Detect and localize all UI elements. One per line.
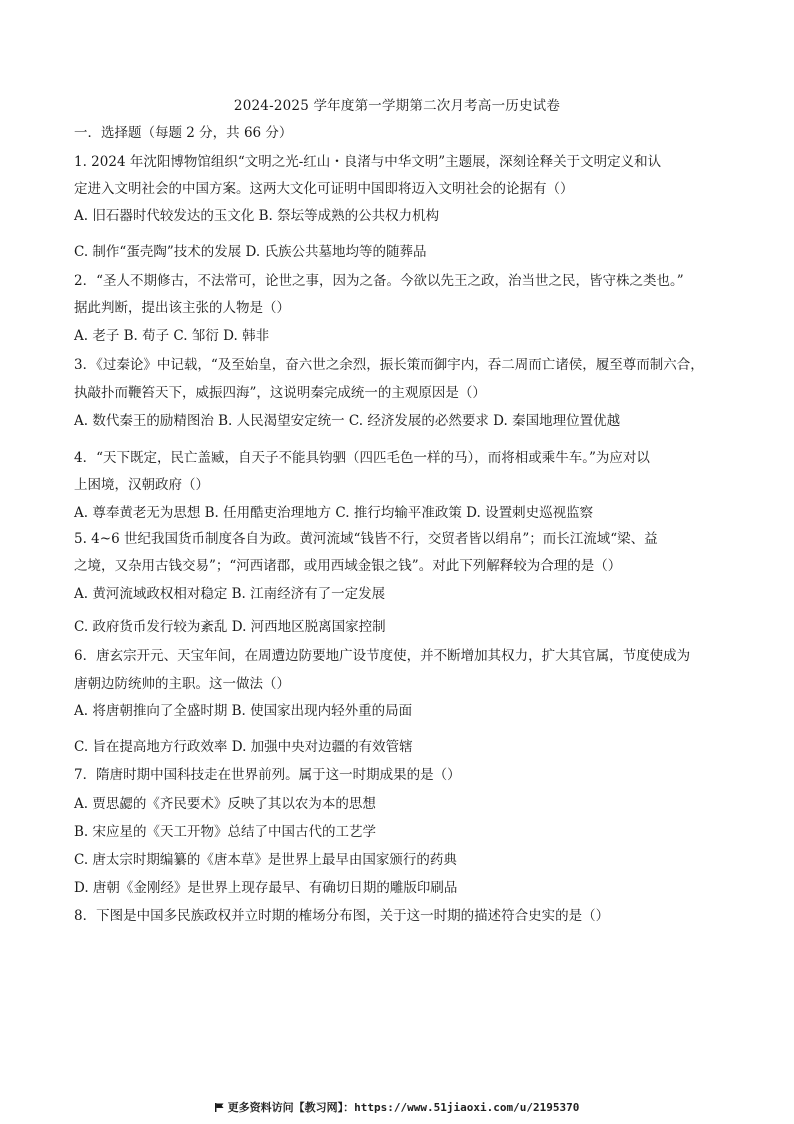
q2-stem-line2: 据此判断，提出该主张的人物是（） [74,300,290,316]
q7-option-b: B. 宋应星的《天工开物》总结了中国古代的工艺学 [74,824,377,840]
q6-options-cd: C. 旨在提高地方行政效率 D. 加强中央对边疆的有效管辖 [74,739,413,755]
q7-option-d: D. 唐朝《金刚经》是世界上现存最早、有确切日期的雕版印刷品 [74,880,458,896]
q4-stem-line2: 上困境，汉朝政府（） [74,477,209,493]
q2-stem-line1: 2．“圣人不期修古，不法常可，论世之事，因为之备。今欲以先王之政，治当世之民，皆守株之类也。” [74,273,684,289]
q3-options: A. 数代秦王的励精图治 B. 人民渴望安定统一 C. 经济发展的必然要求 D. 秦国地理位置优越 [74,413,621,429]
q6-stem-line1: 6．唐玄宗开元、天宝年间，在周遭边防要地广设节度使，并不断增加其权力，扩大其官属，节度使成为 [74,648,691,664]
q5-options-cd: C. 政府货币发行较为紊乱 D. 河西地区脱离国家控制 [74,619,386,635]
exam-title: 2024-2025 学年度第一学期第二次月考高一历史试卷 [233,98,561,114]
section-heading: 一．选择题（每题 2 分，共 66 分） [74,125,293,141]
q7-option-c: C. 唐太宗时期编纂的《唐本草》是世界上最早由国家颁行的药典 [74,852,457,868]
q3-stem-line1: 3．《过秦论》中记载，“及至始皇，奋六世之余烈，振长策而御宇内，吞二周而亡诸侯，履至尊而制六合， [74,357,704,373]
q1-options-cd: C. 制作“蛋壳陶”技术的发展 D. 氏族公共墓地均等的随葬品 [74,244,427,260]
footer-text[interactable]: 更多资料访问【教习网】：https://www.51jiaoxi.com/u/2195370 [227,1101,580,1114]
q1-stem-line2: 定进入文明社会的中国方案。这两大文化可证明中国即将迈入文明社会的论据有（） [74,181,574,197]
q4-options: A. 尊奉黄老无为思想 B. 任用酷吏治理地方 C. 推行均输平准政策 D. 设置刺史巡视监察 [74,505,594,521]
q1-options-ab: A. 旧石器时代较发达的玉文化 B. 祭坛等成熟的公共权力机构 [74,208,440,224]
q6-options-ab: A. 将唐朝推向了全盛时期 B. 使国家出现内轻外重的局面 [74,703,413,719]
q4-stem-line1: 4．“天下既定，民亡盖臧，自天子不能具钧驷（四匹毛色一样的马），而将相或乘牛车。”为应对以 [74,450,650,466]
q5-stem-line2: 之境，又杂用古钱交易”；“河西诸郡，或用西域金银之钱”。对此下列解释较为合理的是（） [74,558,622,574]
q7-option-a: A. 贾思勰的《齐民要术》反映了其以农为本的思想 [74,796,376,812]
q1-stem-line1: 1. 2024 年沈阳博物馆组织“文明之光-红山・良渚与中华文明”主题展，深刻诠释关于文明定义和认 [74,154,662,170]
q2-options: A. 老子 B. 荀子 C. 邹衍 D. 韩非 [74,328,270,344]
q5-stem-line1: 5. 4~6 世纪我国货币制度各自为政。黄河流域“钱皆不行，交贸者皆以绢帛”；而长江流域“梁、益 [74,531,658,547]
q5-options-ab: A. 黄河流域政权相对稳定 B. 江南经济有了一定发展 [74,586,386,602]
q8-stem: 8．下图是中国多民族政权并立时期的榷场分布图，关于这一时期的描述符合史实的是（） [74,908,610,924]
flag-icon [215,1103,224,1112]
q7-stem: 7．隋唐时期中国科技走在世界前列。属于这一时期成果的是（） [74,767,461,783]
q3-stem-line2: 执敲扑而鞭笞天下，威振四海”，这说明秦完成统一的主观原因是（） [74,385,486,401]
q6-stem-line2: 唐朝边防统帅的主职。这一做法（） [74,676,290,692]
footer-link[interactable] [0,1099,794,1115]
